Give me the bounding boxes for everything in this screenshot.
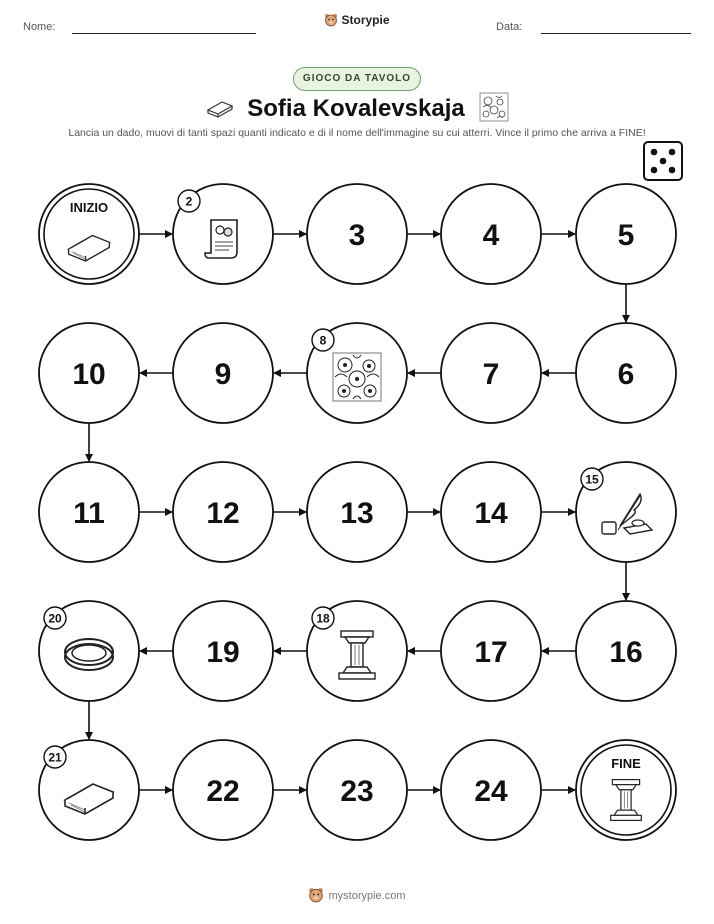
board-space-17 bbox=[441, 601, 541, 701]
board-space-5 bbox=[576, 184, 676, 284]
space-number: 16 bbox=[609, 636, 643, 669]
board-space-3 bbox=[307, 184, 407, 284]
space-number: 3 bbox=[348, 219, 366, 252]
board-space-6 bbox=[576, 323, 676, 423]
footer-bear-icon bbox=[308, 887, 324, 906]
board-space-22 bbox=[173, 740, 273, 840]
space-number: 11 bbox=[73, 497, 105, 530]
footer-url: mystorypie.com bbox=[328, 890, 406, 902]
space-number: 12 bbox=[206, 497, 240, 530]
space-number-small: 21 bbox=[48, 750, 62, 765]
end-label: FINE bbox=[611, 756, 641, 771]
board-space-19 bbox=[173, 601, 273, 701]
title-text: Sofia Kovalevskaja bbox=[247, 95, 465, 122]
board-space-7 bbox=[441, 323, 541, 423]
board-space-23 bbox=[307, 740, 407, 840]
board-space-11 bbox=[39, 462, 139, 562]
game-type-badge: GIOCO DA TAVOLO bbox=[293, 67, 421, 91]
space-number: 5 bbox=[617, 219, 635, 252]
space-number: 13 bbox=[340, 497, 374, 530]
space-number-small: 15 bbox=[585, 472, 599, 487]
board-space-21 bbox=[39, 740, 139, 840]
board-space-1 bbox=[39, 184, 139, 284]
board-space-25 bbox=[576, 740, 676, 840]
date-label: Data: bbox=[496, 21, 523, 33]
space-number: 24 bbox=[474, 775, 508, 808]
footer bbox=[0, 887, 714, 906]
board-space-14 bbox=[441, 462, 541, 562]
space-number: 19 bbox=[206, 636, 240, 669]
space-number: 22 bbox=[206, 775, 240, 808]
board-space-15 bbox=[576, 462, 676, 562]
space-number: 14 bbox=[474, 497, 508, 530]
space-number: 6 bbox=[617, 358, 635, 391]
space-number: 7 bbox=[482, 358, 500, 391]
board-space-9 bbox=[173, 323, 273, 423]
space-number: 4 bbox=[482, 219, 500, 252]
board-space-12 bbox=[173, 462, 273, 562]
instructions-text: Lancia un dado, muovi di tanti spazi quanti indicato e di il nome dell'immagine su cui atterri. Vince il primo che arriva a FINE! bbox=[68, 127, 646, 139]
board-space-2 bbox=[173, 184, 273, 284]
space-number-small: 18 bbox=[316, 611, 330, 626]
floral-pattern-icon bbox=[333, 353, 381, 401]
board-space-4 bbox=[441, 184, 541, 284]
board-space-18 bbox=[307, 601, 407, 701]
space-number-small: 20 bbox=[48, 611, 62, 626]
space-number: 17 bbox=[474, 636, 508, 669]
space-number: 23 bbox=[340, 775, 374, 808]
board-space-24 bbox=[441, 740, 541, 840]
board-space-8 bbox=[307, 323, 407, 423]
space-number-small: 2 bbox=[185, 194, 193, 209]
board-space-16 bbox=[576, 601, 676, 701]
space-number: 9 bbox=[214, 358, 232, 391]
brand-name: Storypie bbox=[341, 13, 390, 27]
start-label: INIZIO bbox=[69, 200, 109, 215]
space-number-small: 8 bbox=[319, 333, 327, 348]
board-space-20 bbox=[39, 601, 139, 701]
board-space-13 bbox=[307, 462, 407, 562]
space-number: 10 bbox=[72, 358, 106, 391]
space-circle bbox=[39, 184, 139, 284]
board-space-10 bbox=[39, 323, 139, 423]
name-label: Nome: bbox=[23, 21, 56, 33]
